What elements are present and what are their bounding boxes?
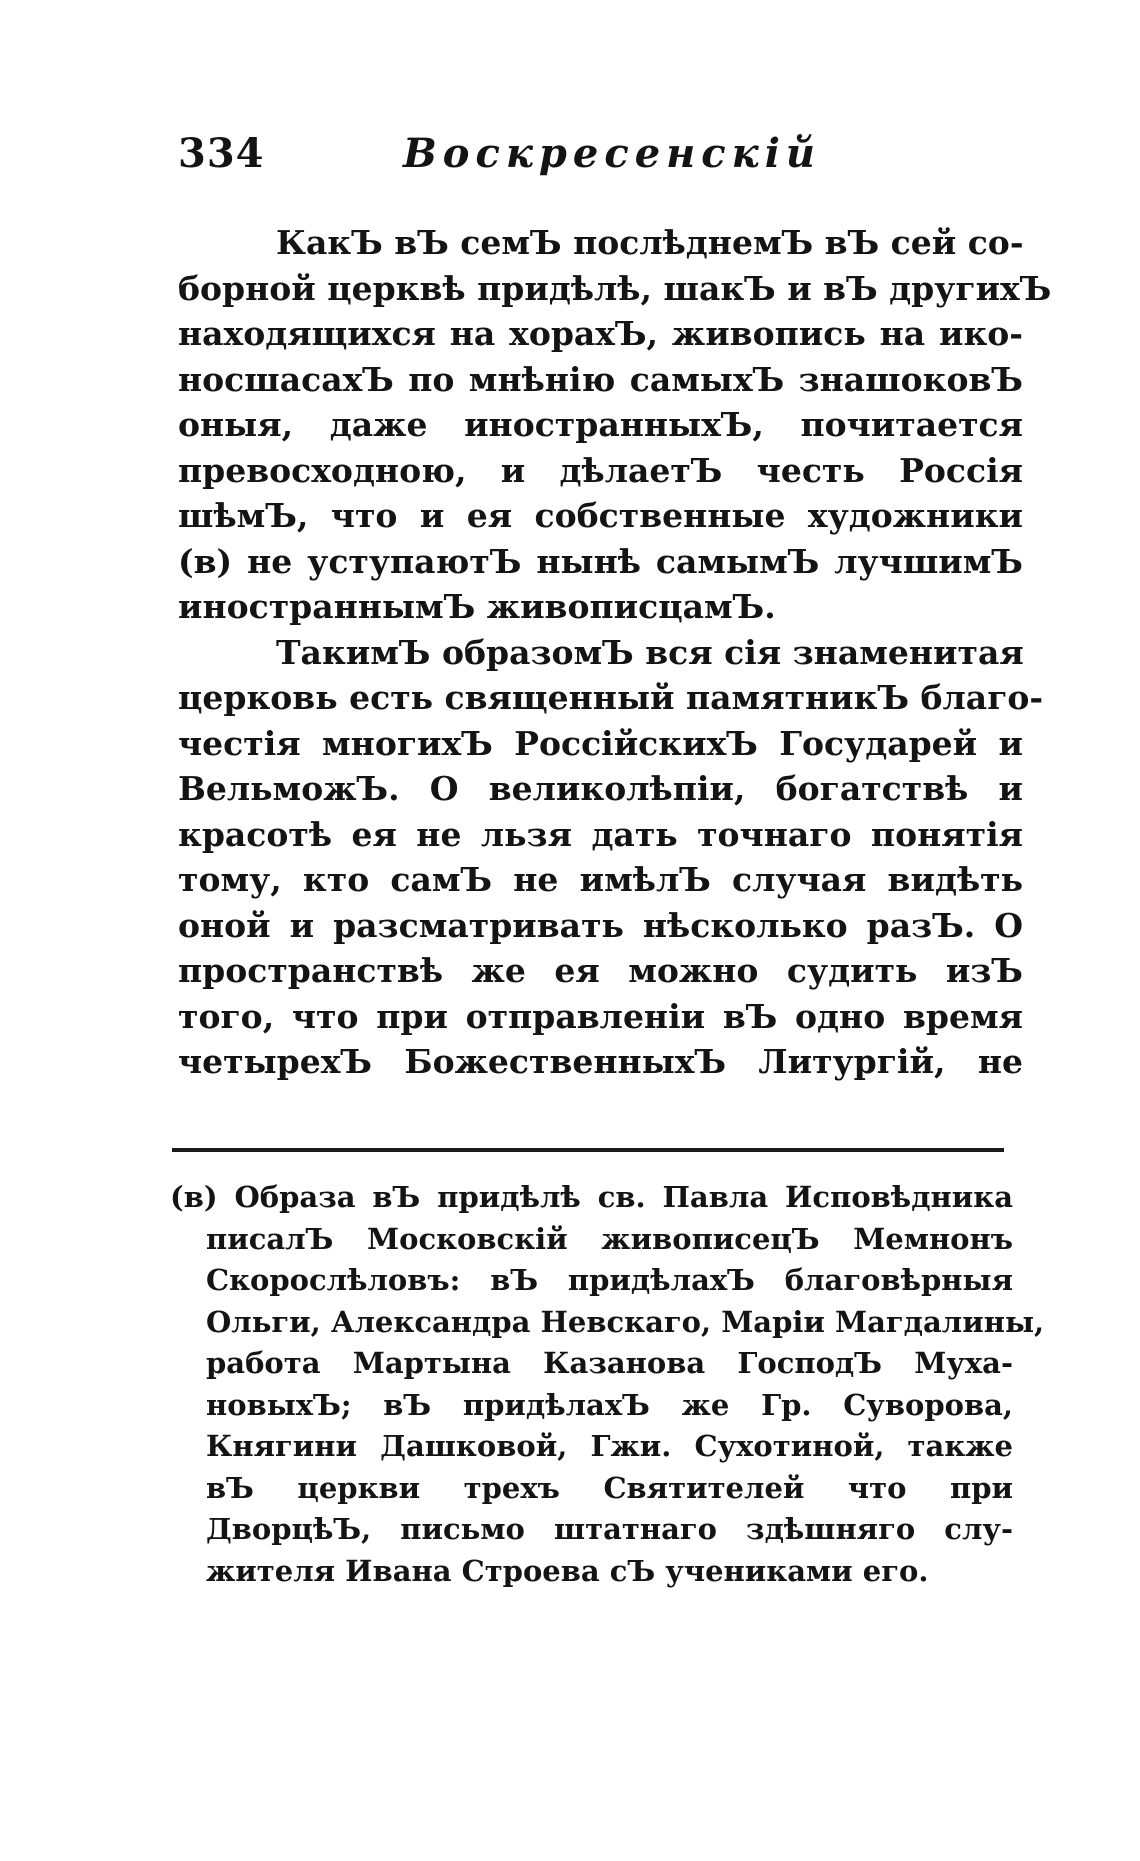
page-header [178,130,1028,190]
running-title: Воскресенскій [403,130,821,177]
footnote-line: новыхЪ; вЪ придѣлахЪ же Гр. Суворова, [206,1387,1013,1422]
text-line: ТакимЪ образомЪ вся сія знаменитая [276,632,1024,672]
text-line: носшасахЪ по мнѣнію самыхЪ знашоковЪ [178,359,1023,399]
text-line: (в) не уступаютЪ нынѣ самымЪ лучшимЪ [178,541,1023,581]
page-number: 334 [178,130,265,177]
text-line: пространствѣ же ея можно судить изЪ [178,951,1023,990]
footnote-line: Скорослѣловъ: вЪ придѣлахЪ благовѣрныя [206,1263,1013,1297]
main-text [178,220,1052,1085]
text-line: иностраннымЪ живописцамЪ. [178,587,776,626]
text-line: находящихся на хорахЪ, живопись на ико- [178,314,1023,353]
text-line: церковь есть священный памятникЪ благо- [178,678,1044,717]
text-line: борной церквѣ придѣлѣ, шакЪ и вЪ другихЪ [178,268,1052,308]
text-line: четырехЪ БожественныхЪ Литургій, не [178,1042,1023,1081]
footnote-line: (в) Образа вЪ придѣлѣ св. Павла Исповѣдника [170,1180,1013,1214]
footnote-line: жителя Ивана Строева сЪ учениками его. [206,1553,929,1588]
text-line: того, что при отправленіи вЪ одно время [178,996,1023,1036]
footnote-divider [172,1148,1004,1152]
text-line: оной и разсматривать нѣсколько разЪ. О [178,905,1023,945]
footnote-line: Княгини Дашковой, Гжи. Сухотиной, также [206,1429,1013,1463]
footnote-line: ДворцѣЪ, письмо штатнаго здѣшняго слу- [206,1512,1013,1546]
text-line: оныя, даже иностранныхЪ, почитается [178,405,1023,444]
text-line: КакЪ вЪ семЪ послѣднемЪ вЪ сей со- [276,223,1024,262]
text-line: тому, кто самЪ не имѣлЪ случая видѣть [178,860,1023,899]
footnote-line: Ольги, Александра Невскаго, Маріи Магдалины, [206,1304,1045,1339]
text-line: ВельможЪ. О великолѣпіи, богатствѣ и [178,769,1023,808]
footnote-line: писалЪ Московскій живописецЪ Мемнонъ [206,1221,1013,1256]
text-line: красотѣ ея не льзя дать точнаго понятія [178,814,1023,854]
footnote-line: работа Мартына Казанова ГосподЪ Муха- [206,1346,1013,1380]
footnote [170,1177,1045,1592]
text-line: шѣмЪ, что и ея собственные художники [178,496,1023,535]
text-line: превосходною, и дѣлаетЪ честь Россія [178,450,1023,490]
text-line: честія многихЪ РоссійскихЪ Государей и [178,723,1023,763]
footnote-line: вЪ церкви трехъ Святителей что при [206,1470,1013,1505]
